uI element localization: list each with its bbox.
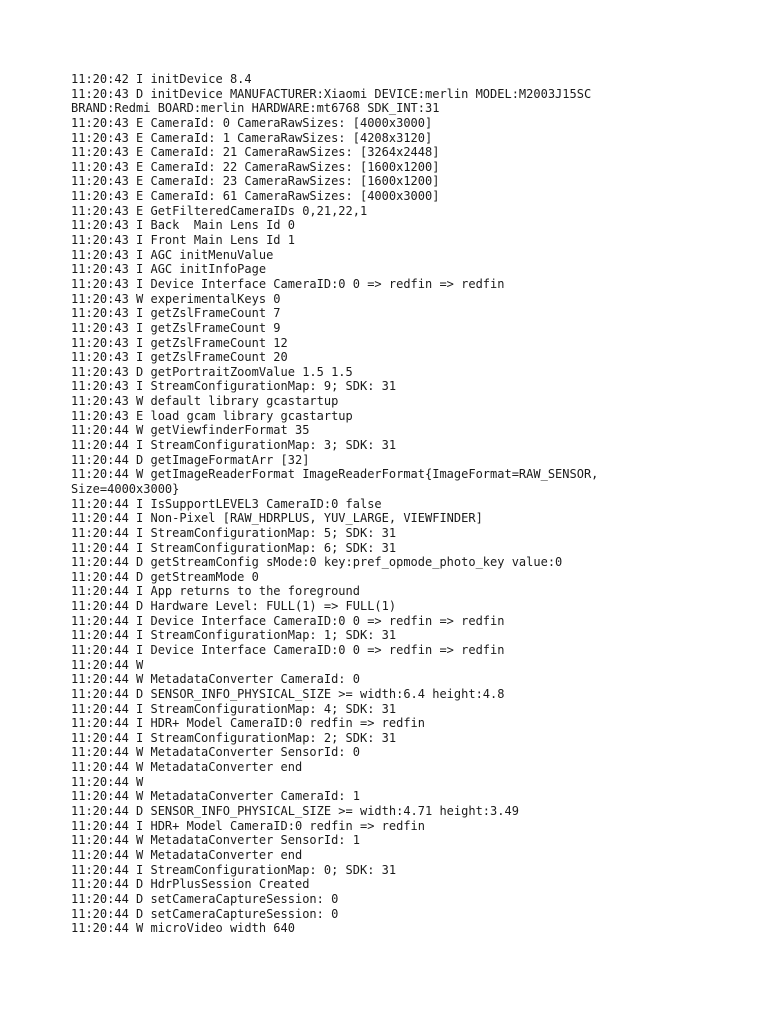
log-line: 11:20:44 D Hardware Level: FULL(1) => FULL(1) bbox=[71, 599, 397, 614]
log-line: 11:20:44 I HDR+ Model CameraID:0 redfin => redfin bbox=[71, 716, 426, 731]
log-line: 11:20:44 I StreamConfigurationMap: 1; SDK: 31 bbox=[71, 628, 397, 643]
log-line: 11:20:44 I Non-Pixel [RAW_HDRPLUS, YUV_LARGE, VIEWFINDER] bbox=[71, 511, 483, 526]
log-line: 11:20:44 W microVideo width 640 bbox=[71, 921, 295, 936]
log-line: 11:20:42 I initDevice 8.4 bbox=[71, 72, 252, 86]
log-line: 11:20:44 I StreamConfigurationMap: 4; SDK: 31 bbox=[71, 701, 397, 716]
log-line: 11:20:43 W default library gcastartup bbox=[71, 394, 339, 409]
log-line: 11:20:44 W getViewfinderFormat 35 bbox=[71, 423, 310, 438]
log-line: BRAND:Redmi BOARD:merlin HARDWARE:mt6768 SDK_INT:31 bbox=[71, 101, 440, 116]
log-line: 11:20:43 D getPortraitZoomValue 1.5 1.5 bbox=[71, 364, 353, 379]
log-line: 11:20:44 D setCameraCaptureSession: 0 bbox=[71, 906, 339, 921]
log-line: 11:20:43 E CameraId: 1 CameraRawSizes: [4208x3120] bbox=[71, 130, 433, 145]
log-line: 11:20:44 I Device Interface CameraID:0 0 => redfin => redfin bbox=[71, 613, 505, 628]
log-line: 11:20:43 I Device Interface CameraID:0 0 => redfin => redfin bbox=[71, 276, 505, 291]
log-line: 11:20:43 I getZslFrameCount 9 bbox=[71, 320, 281, 335]
log-line: 11:20:43 I Back Main Lens Id 0 bbox=[71, 218, 295, 233]
log-line: 11:20:43 E CameraId: 22 CameraRawSizes: [1600x1200] bbox=[71, 159, 440, 174]
log-line: 11:20:44 W MetadataConverter CameraId: 0 bbox=[71, 672, 360, 687]
log-line: 11:20:44 W MetadataConverter SensorId: 0 bbox=[71, 745, 360, 760]
log-line: 11:20:44 I IsSupportLEVEL3 CameraID:0 false bbox=[71, 496, 382, 511]
log-line: 11:20:44 W MetadataConverter SensorId: 1 bbox=[71, 833, 360, 848]
log-line: 11:20:44 W MetadataConverter CameraId: 1 bbox=[71, 789, 360, 804]
log-line: 11:20:44 D getStreamMode 0 bbox=[71, 569, 259, 584]
log-line: Size=4000x3000} bbox=[71, 481, 180, 496]
log-line: 11:20:44 I HDR+ Model CameraID:0 redfin => redfin bbox=[71, 818, 426, 833]
log-line: 11:20:44 D setCameraCaptureSession: 0 bbox=[71, 891, 339, 906]
log-line: 11:20:44 W MetadataConverter end bbox=[71, 760, 303, 775]
log-line: 11:20:43 I AGC initMenuValue bbox=[71, 247, 274, 262]
log-line: 11:20:44 D getImageFormatArr [32] bbox=[71, 452, 310, 467]
log-line: 11:20:44 W getImageReaderFormat ImageReaderFormat{ImageFormat=RAW_SENSOR, bbox=[71, 467, 599, 482]
log-line: 11:20:43 E CameraId: 61 CameraRawSizes: [4000x3000] bbox=[71, 189, 440, 204]
log-line: 11:20:44 W bbox=[71, 774, 144, 789]
log-line: 11:20:43 E load gcam library gcastartup bbox=[71, 408, 353, 423]
log-line: 11:20:43 D initDevice MANUFACTURER:Xiaomi DEVICE:merlin MODEL:M2003J15SC bbox=[71, 86, 592, 101]
log-line: 11:20:44 W MetadataConverter end bbox=[71, 847, 303, 862]
log-line: 11:20:43 I getZslFrameCount 12 bbox=[71, 335, 288, 350]
log-line: 11:20:43 W experimentalKeys 0 bbox=[71, 291, 281, 306]
log-line: 11:20:43 E CameraId: 21 CameraRawSizes: [3264x2448] bbox=[71, 145, 440, 160]
log-line: 11:20:44 I Device Interface CameraID:0 0 => redfin => redfin bbox=[71, 642, 505, 657]
log-line: 11:20:43 E CameraId: 0 CameraRawSizes: [4000x3000] bbox=[71, 115, 433, 130]
log-line: 11:20:44 D getStreamConfig sMode:0 key:pref_opmode_photo_key value:0 bbox=[71, 555, 563, 570]
log-line: 11:20:44 D SENSOR_INFO_PHYSICAL_SIZE >= width:6.4 height:4.8 bbox=[71, 686, 505, 701]
log-line: 11:20:43 I getZslFrameCount 20 bbox=[71, 350, 288, 365]
log-line: 11:20:44 I StreamConfigurationMap: 6; SDK: 31 bbox=[71, 540, 397, 555]
log-line: 11:20:43 I getZslFrameCount 7 bbox=[71, 306, 281, 321]
log-line: 11:20:44 I StreamConfigurationMap: 2; SDK: 31 bbox=[71, 730, 397, 745]
log-line: 11:20:43 I StreamConfigurationMap: 9; SDK: 31 bbox=[71, 379, 397, 394]
log-line: 11:20:44 W bbox=[71, 657, 144, 672]
log-line: 11:20:44 I StreamConfigurationMap: 5; SDK: 31 bbox=[71, 525, 397, 540]
log-line: 11:20:44 I StreamConfigurationMap: 3; SDK: 31 bbox=[71, 438, 397, 453]
log-line: 11:20:44 D SENSOR_INFO_PHYSICAL_SIZE >= width:4.71 height:3.49 bbox=[71, 804, 519, 819]
log-text bbox=[71, 72, 711, 936]
log-line: 11:20:43 E CameraId: 23 CameraRawSizes: [1600x1200] bbox=[71, 174, 440, 189]
log-line: 11:20:44 D HdrPlusSession Created bbox=[71, 877, 310, 892]
log-line: 11:20:44 I StreamConfigurationMap: 0; SDK: 31 bbox=[71, 862, 397, 877]
log-line: 11:20:43 I AGC initInfoPage bbox=[71, 262, 267, 277]
log-line: 11:20:43 I Front Main Lens Id 1 bbox=[71, 233, 295, 248]
log-line: 11:20:43 E GetFilteredCameraIDs 0,21,22,1 bbox=[71, 203, 368, 218]
log-line: 11:20:44 I App returns to the foreground bbox=[71, 584, 360, 599]
